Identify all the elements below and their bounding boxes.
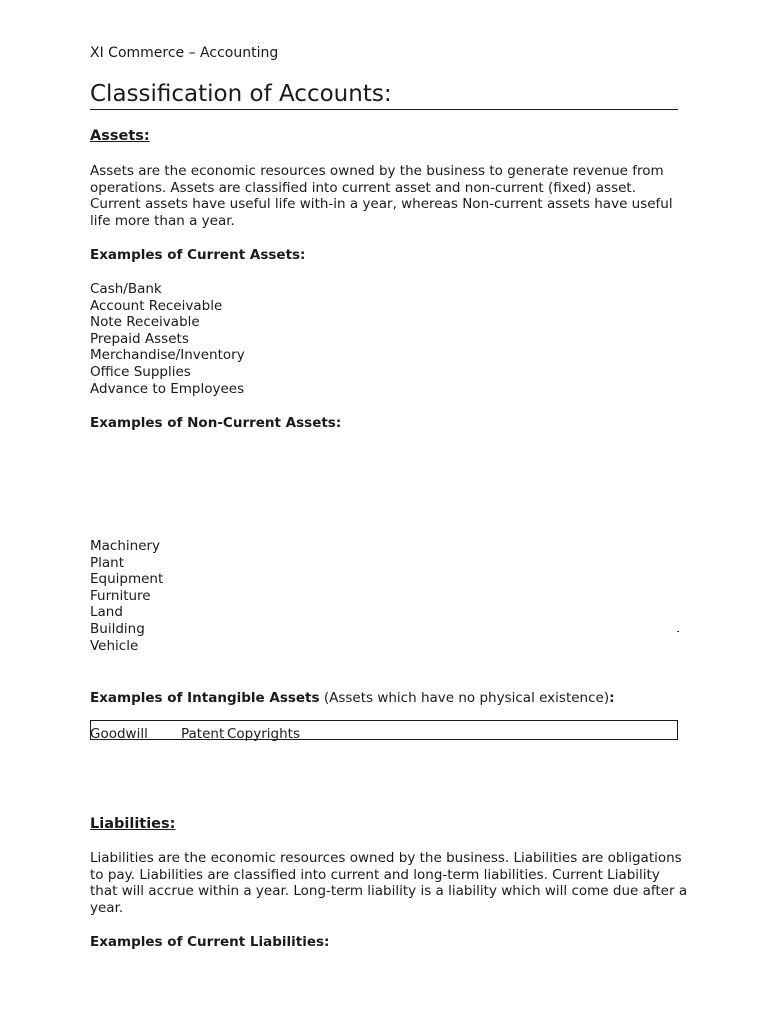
- list-item: Vehicle: [90, 637, 139, 654]
- list-item: Patent: [181, 726, 225, 742]
- list-item: Building: [90, 620, 145, 637]
- list-item: Prepaid Assets: [90, 330, 189, 347]
- noncurrent-assets-list: [90, 538, 163, 654]
- list-item: Merchandise/Inventory: [90, 347, 245, 364]
- page-title: Classification of Accounts:: [90, 81, 678, 110]
- list-item: Copyrights: [227, 726, 300, 742]
- current-assets-list: [90, 281, 245, 397]
- intangible-assets-box: [90, 720, 678, 740]
- list-item: Machinery: [90, 538, 161, 554]
- list-item: Cash/Bank: [90, 281, 162, 297]
- list-item: Goodwill: [90, 726, 148, 742]
- list-item: Note Receivable: [90, 314, 200, 331]
- liabilities-description: Liabilities are the economic resources owned by the business. Liabilities are obligations to pay. Liabilities are classified into current and long-term liabilities. Current Liability that will accrue within a year. Long-term liability is a liability which will come due after a year.: [90, 850, 688, 916]
- intangible-assets-heading: [90, 690, 615, 706]
- liabilities-heading: Liabilities:: [90, 816, 176, 832]
- list-item: Furniture: [90, 587, 151, 604]
- list-item: Account Receivable: [90, 297, 223, 314]
- list-item: Plant: [90, 554, 125, 571]
- list-item: Equipment: [90, 571, 164, 588]
- intangible-heading-bold: Examples of Intangible Assets: [90, 690, 320, 706]
- intangible-heading-colon: :: [609, 690, 615, 706]
- current-liabilities-heading: Examples of Current Liabilities:: [90, 934, 330, 950]
- intangible-heading-note: (Assets which have no physical existence): [323, 690, 610, 706]
- assets-heading: Assets:: [90, 128, 150, 144]
- list-item: Land: [90, 604, 123, 621]
- course-header: XI Commerce – Accounting: [90, 45, 279, 61]
- list-item: Office Supplies: [90, 363, 191, 380]
- noncurrent-assets-heading: Examples of Non-Current Assets:: [90, 415, 342, 431]
- list-item: Advance to Employees: [90, 380, 245, 397]
- current-assets-heading: Examples of Current Assets:: [90, 247, 306, 263]
- assets-description: Assets are the economic resources owned by the business to generate revenue from operations. Assets are classified into current asset and non-current (fixed) asset. Current assets have useful life with-in a year, whereas Non-current assets have useful life more than a year.: [90, 163, 673, 229]
- stray-dot: [677, 631, 679, 632]
